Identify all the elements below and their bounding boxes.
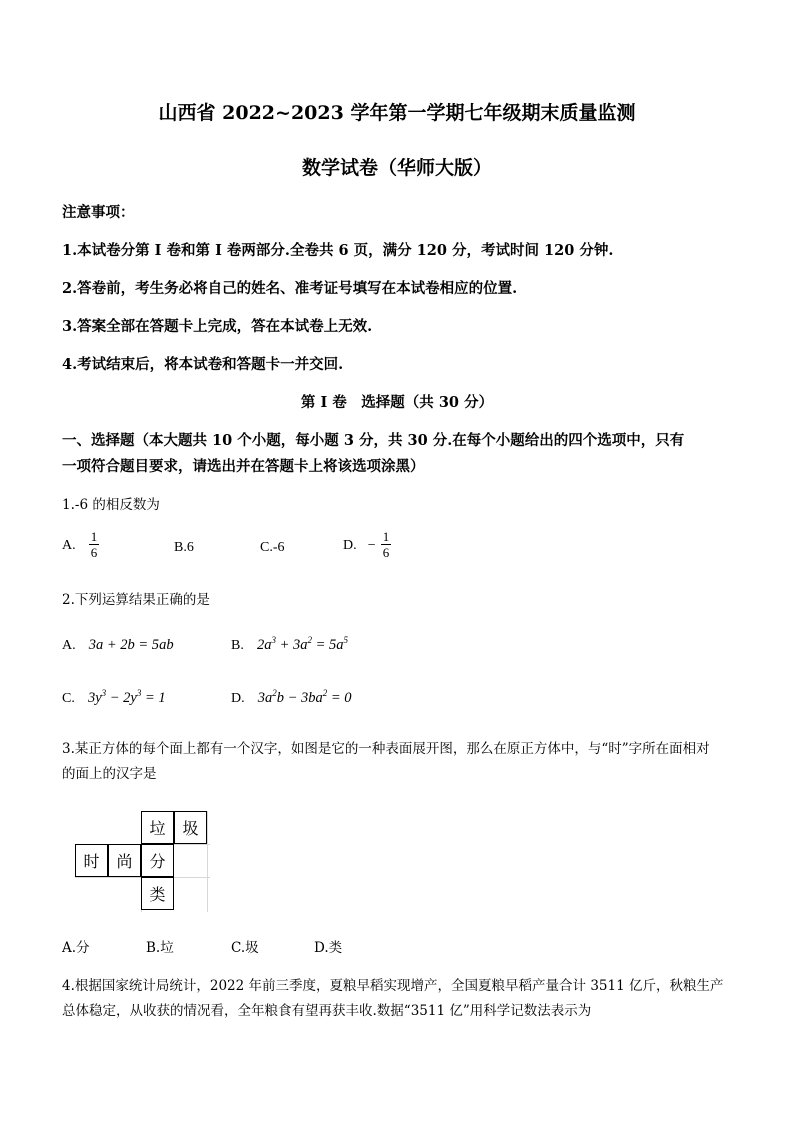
q2-option-b-label: B.: [231, 638, 244, 653]
fraction-denominator: 6: [382, 545, 390, 560]
net-cell-shi: 时: [75, 844, 108, 877]
q2-option-d-expression: $3a^2b - 3ba^2 = 0$: [257, 688, 352, 706]
question-4-stem-line2: 总体稳定，从收获的情况看，全年粮食有望再获丰收.数据“3511 亿”用科学记数法表示为: [62, 1003, 592, 1019]
fraction-denominator: 6: [90, 545, 98, 560]
q3-option-b: B.垃: [146, 940, 174, 956]
cube-net-figure: [75, 811, 210, 912]
q2-option-a-expression: 3a + 2b = 5ab: [88, 637, 174, 653]
q2-option-c: [62, 687, 166, 707]
q3-option-c: C.圾: [231, 940, 259, 956]
exam-subtitle: 数学试卷（华师大版）: [301, 157, 492, 179]
q1-option-d-sign: −: [367, 538, 376, 553]
section-instruction-line2: 一项符合题目要求，请选出并在答题卡上将该选项涂黑）: [62, 458, 425, 475]
q3-option-d: D.类: [314, 940, 343, 956]
note-item-3: 3.答案全部在答题卡上完成，答在本试卷上无效.: [62, 318, 373, 335]
fraction-numerator: 1: [90, 529, 98, 544]
question-1-stem: 1.-6 的相反数为: [62, 497, 160, 513]
q2-option-b: [231, 634, 348, 654]
net-cell-shang: 尚: [108, 844, 141, 877]
q2-option-a: [62, 634, 174, 654]
section-title: 第 I 卷 选择题（共 30 分）: [300, 394, 494, 411]
question-3-stem-line2: 的面上的汉字是: [62, 766, 157, 782]
q1-option-a-fraction: [89, 529, 100, 560]
q1-option-b: B.6: [174, 540, 194, 555]
q1-option-c: C.-6: [260, 540, 285, 555]
question-3-stem-line1: 3.某正方体的每个面上都有一个汉字，如图是它的一种表面展开图，那么在原正方体中，与“时”字所在面相对: [62, 741, 710, 757]
notes-heading: 注意事项：: [62, 204, 135, 221]
q2-option-a-label: A.: [62, 638, 76, 653]
q1-option-a-label: A.: [62, 538, 76, 553]
note-item-1: 1.本试卷分第 I 卷和第 I 卷两部分.全卷共 6 页，满分 120 分，考试时间 120 分钟.: [62, 242, 614, 259]
net-cell-la: 垃: [141, 811, 174, 844]
question-2-stem: 2.下列运算结果正确的是: [62, 592, 210, 608]
q2-option-b-expression: $2a^3 + 3a^2 = 5a^5$: [256, 635, 349, 653]
section-instruction-line1: 一、选择题（本大题共 10 个小题，每小题 3 分，共 30 分.在每个小题给出的四个选项中，只有: [62, 432, 685, 449]
q2-option-d-label: D.: [231, 691, 245, 706]
exam-title: 山西省 2022~2023 学年第一学期七年级期末质量监测: [158, 102, 636, 124]
note-item-2: 2.答卷前，考生务必将自己的姓名、准考证号填写在本试卷相应的位置.: [62, 280, 518, 297]
fraction-numerator: 1: [382, 529, 390, 544]
q2-option-d: [231, 687, 352, 707]
net-cell-ji: 圾: [174, 811, 207, 844]
q1-option-d-fraction: [381, 529, 392, 560]
question-4-stem-line1: 4.根据国家统计局统计，2022 年前三季度，夏粮早稻实现增产，全国夏粮早稻产量合计 3511 亿斤，秋粮生产: [62, 978, 724, 994]
q1-option-a: [62, 529, 99, 560]
q2-option-c-expression: $3y^3 - 2y^3 = 1$: [87, 688, 166, 706]
q3-option-a: A.分: [62, 940, 90, 956]
net-cell-lei: 类: [141, 877, 174, 910]
note-item-4: 4.考试结束后，将本试卷和答题卡一并交回.: [62, 356, 344, 373]
q1-option-d: [343, 529, 391, 560]
grid-line: [207, 811, 208, 912]
net-cell-fen: 分: [141, 844, 174, 877]
q1-option-d-label: D.: [343, 538, 357, 553]
q2-option-c-label: C.: [62, 691, 75, 706]
